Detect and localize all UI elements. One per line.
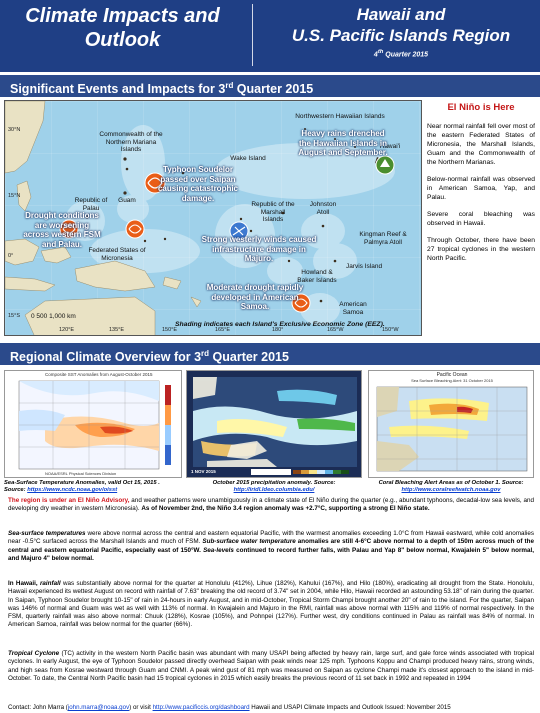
map-label-guam: Guam <box>118 197 136 204</box>
sidebar-heading: El Niño is Here <box>447 102 515 113</box>
section-heading-regional-overview <box>0 343 540 365</box>
highlight-soudelor: Typhoon Soudelor passed over Saipan causing catastrophic damage. <box>157 165 239 203</box>
map-label-kingman: Kingman Reef & Palmyra Atoll <box>359 231 407 246</box>
lat-tick: 15°N <box>8 193 21 199</box>
sst-text: were above normal across the central and eastern equatorial Pacific, with the warmest anomalies exceeding 1.0°C from Hawaii eastward, while cold anomalies near -0.5°C surfaced across the Marshall Islands and much of FSM. <box>8 530 534 546</box>
coral-source-link[interactable]: http://www.coralreefwatch.noaa.gov <box>401 487 501 493</box>
map-label-rmi: Republic of the Marshall Islands <box>251 201 295 223</box>
sidebar-paragraph: Severe coral bleaching was observed in Hawaii. <box>427 211 535 227</box>
contact-mid: ) or visit <box>129 704 153 711</box>
sst-anomaly-figure <box>4 370 182 478</box>
sidebar-paragraph: Near normal rainfall fell over most of the eastern Federated States of Micronesia, the Marshall Islands, Guam and the Commonwealth of the Northern Marianas. <box>427 123 535 166</box>
map-label-palau: Republic of Palau <box>74 197 108 212</box>
contact-footer <box>8 704 451 712</box>
map-label-wake: Wake Island <box>230 155 266 162</box>
tc-text: (TC) activity in the western North Pacific basin was abundant with many USAPI being affected by heavy rain, large surf, and gale force winds associated with tropical cyclones. In early August, the eye of Typhoon Soudelor passed directly overhead Saipan with peak winds near 125 mph. Typhoons Koppu and Champi produced heavy rains, strong winds, and high seas from Kosrae westward through Guam and CNMI. A peak wind gust of 81 mph was measured on Saipan as cyclone Champi made it's closest approach to the island in mid-October. To date, the Central North Pacific basin had 15 tropical cyclones in 2015 which easily breaks the previous record of 11 set back in 1992 and repeated in 1994 <box>8 650 534 682</box>
map-scale: 0 500 1,000 km <box>31 313 76 320</box>
lon-tick: 120°E <box>59 327 75 333</box>
sst-caption-text: Sea-Surface Temperature Anomalies, valid Oct 15, 2015 . Source: <box>4 480 160 493</box>
paragraph-el-nino-advisory <box>8 497 534 514</box>
quarter-number: 4 <box>373 51 378 59</box>
highlight-hawaii-rain: Heavy rains drenched the Hawaiian Islands in August and September. <box>298 129 388 157</box>
paragraph-tropical-cyclones <box>8 650 534 683</box>
map-label-howland: Howland & Baker Islands <box>297 269 337 284</box>
precip-anomaly-figure <box>186 370 362 478</box>
map-label-nwhi: Northwestern Hawaiian Islands <box>295 113 385 120</box>
hawaii-lead: In Hawaii, <box>8 580 40 587</box>
contact-prefix: Contact: John Marra ( <box>8 704 68 711</box>
paragraph-rainfall <box>8 580 534 630</box>
el-nino-sidebar <box>427 100 535 271</box>
section1-sup: rd <box>225 81 234 90</box>
advisory-text: and weather patterns were unambiguously in a climate state of El Niño during the quarter (e.g., abundant typhoons, decadal-low sea levels, and developing dry weather in western Micronesia). <box>8 497 534 513</box>
tc-term: Tropical Cyclone <box>8 650 60 657</box>
highlight-westerly-winds: Strong westerly winds caused infrastructure damage in Majuro. <box>201 235 317 263</box>
precip-date: 1 NOV 2015 <box>191 469 216 474</box>
lon-tick: 150°W <box>382 327 399 333</box>
map-label-jarvis: Jarvis Island <box>345 263 383 270</box>
contact-email-link[interactable]: john.marra@noaa.gov <box>67 704 130 711</box>
lat-tick: 15°S <box>8 313 20 319</box>
sst-footer: NOAA/ESRL Physical Sciences Division <box>45 471 117 476</box>
coral-bleaching-figure <box>368 370 534 478</box>
region-line-1: Hawaii and <box>356 5 446 24</box>
coral-caption <box>368 480 534 494</box>
region-block <box>262 4 540 58</box>
sidebar-paragraph: Below-normal rainfall was observed in American Samoa, Yap, and Palau. <box>427 176 535 201</box>
title-block <box>0 4 245 52</box>
title-line-1: Climate Impacts and <box>25 5 220 27</box>
lat-tick: 30°N <box>8 127 21 133</box>
highlight-drought: Drought conditions are worsening across western FSM and Palau. <box>23 211 101 249</box>
coral-subtitle: Sea Surface Bleaching Alert: 31 October 2015 <box>411 378 493 383</box>
precip-anomaly-map <box>187 371 362 478</box>
region-line-2: U.S. Pacific Islands Region <box>291 26 511 45</box>
paragraph-sea-surface <box>8 530 534 563</box>
lon-tick: 180° <box>272 327 284 333</box>
dashboard-link[interactable]: http://www.pacificcis.org/dashboard <box>152 704 250 711</box>
sst-title: Composite SST Anomalies from August-October 2015 <box>45 372 153 377</box>
map-label-johnston: Johnston Atoll <box>309 201 337 216</box>
sst-caption <box>4 480 182 494</box>
sst-source-link[interactable]: https://www.ncdc.noaa.gov/oisst <box>27 487 118 493</box>
contact-suffix: Hawaii and USAPI Climate Impacts and Outlook Issued: November 2015 <box>249 704 451 711</box>
section2-suffix: Quarter 2015 <box>209 350 289 365</box>
quarter-rest: Quarter 2015 <box>383 51 429 59</box>
lon-tick: 135°E <box>109 327 125 333</box>
lon-tick: 165°E <box>215 327 231 333</box>
map-label-hawaii: Hawai'i <box>379 143 401 150</box>
subsurface-term: Sub-surface water temperature <box>202 538 296 546</box>
precip-source-link[interactable]: http://iridl.ldeo.columbia.edu/ <box>233 487 315 493</box>
header-divider <box>252 4 253 66</box>
coral-caption-text: Coral Bleaching Alert Areas as of October 1. Source: <box>378 480 524 486</box>
section2-prefix: Regional Climate Overview for 3 <box>10 350 202 365</box>
rainfall-text: was substantially above normal for the quarter at Honolulu (412%), Lihue (182%), Kahului (167%), and Hilo (180%), eradicating all drought from the State. Honolulu, Hawaii experienced its wettest August on record with rainfall of 7.63" breaking the old record of 3.74" set in 2004, while Hilo, Hawaii recorded an astounding 53.18" of rain during the quarter. In Saipan, Typhoon Soudelor brought 10-15" of rain in 24-hours in early August, and in mid-October, Tropical Storm Champi brought another 20" of rain to the island. For the quarter, Saipan was 146% of normal and Guam was wet as well with 113% of normal. In Kwajalein and Majuro in the RMI, rainfall was above normal with 115% and 119% of normal respectively. In the FSM, quarterly rainfall was also above normal: Chuuk (128%), Kosrae (105%), and Pohnpei (127%). Further west, dry conditions continued in Palau as rainfall was 84% of normal. In American Samoa, rainfall was below normal for the quarter (66%). <box>8 580 535 629</box>
coral-bleaching-map <box>369 371 534 478</box>
sea-level-text: continued to record further falls, with Palau and Yap 8" below normal, Kwajalein 5" below normal, and Majuro 4" below normal. <box>8 546 534 562</box>
section2-sup: rd <box>201 349 210 358</box>
lon-tick: 165°W <box>327 327 344 333</box>
lat-tick: 0° <box>8 253 14 259</box>
impacts-map <box>4 100 422 336</box>
lon-tick: 150°E <box>162 327 178 333</box>
map-footnote: Shading indicates each Island's Exclusive Economic Zone (EEZ). <box>175 321 385 328</box>
rainfall-term: rainfall <box>39 580 61 587</box>
map-label-cnmi: Commonwealth of the Northern Mariana Islands <box>99 131 163 153</box>
nino34-text: As of November 2nd, the Niño 3.4 region anomaly was +2.7°C, supporting a strong El Niño state. <box>141 505 430 513</box>
map-label-american-samoa: American Samoa <box>339 301 367 316</box>
sidebar-paragraph: Through October, there have been 27 tropical cyclones in the western North Pacific. <box>427 237 535 262</box>
issue-quarter <box>262 49 540 58</box>
title-line-2: Outlook <box>84 29 161 51</box>
sea-level-term: Sea-levels <box>200 546 234 554</box>
section1-suffix: Quarter 2015 <box>233 82 314 97</box>
advisory-highlight: The region is under an El Niño Advisory, <box>8 497 130 504</box>
coral-title: Pacific Ocean <box>436 372 468 378</box>
sst-term: Sea-surface temperatures <box>8 530 86 537</box>
section-heading-significant-events <box>0 75 540 97</box>
precip-caption <box>186 480 362 494</box>
subsurface-text: anomalies are still 4-6°C above normal to a depth of 150m across much of the central and eastern equatorial Pacific, especially east of 150°W. <box>8 538 534 554</box>
map-label-fsm: Federated States of Micronesia <box>88 247 146 262</box>
quarter-suffix: th <box>377 49 384 55</box>
sst-anomaly-map <box>5 371 182 478</box>
page-header <box>0 0 540 72</box>
section1-prefix: Significant Events and Impacts for 3 <box>10 82 226 97</box>
highlight-samoa-drought: Moderate drought rapidly developed in American Samoa. <box>206 283 304 311</box>
precip-caption-text: October 2015 precipitation anomaly. Source: <box>212 480 336 486</box>
